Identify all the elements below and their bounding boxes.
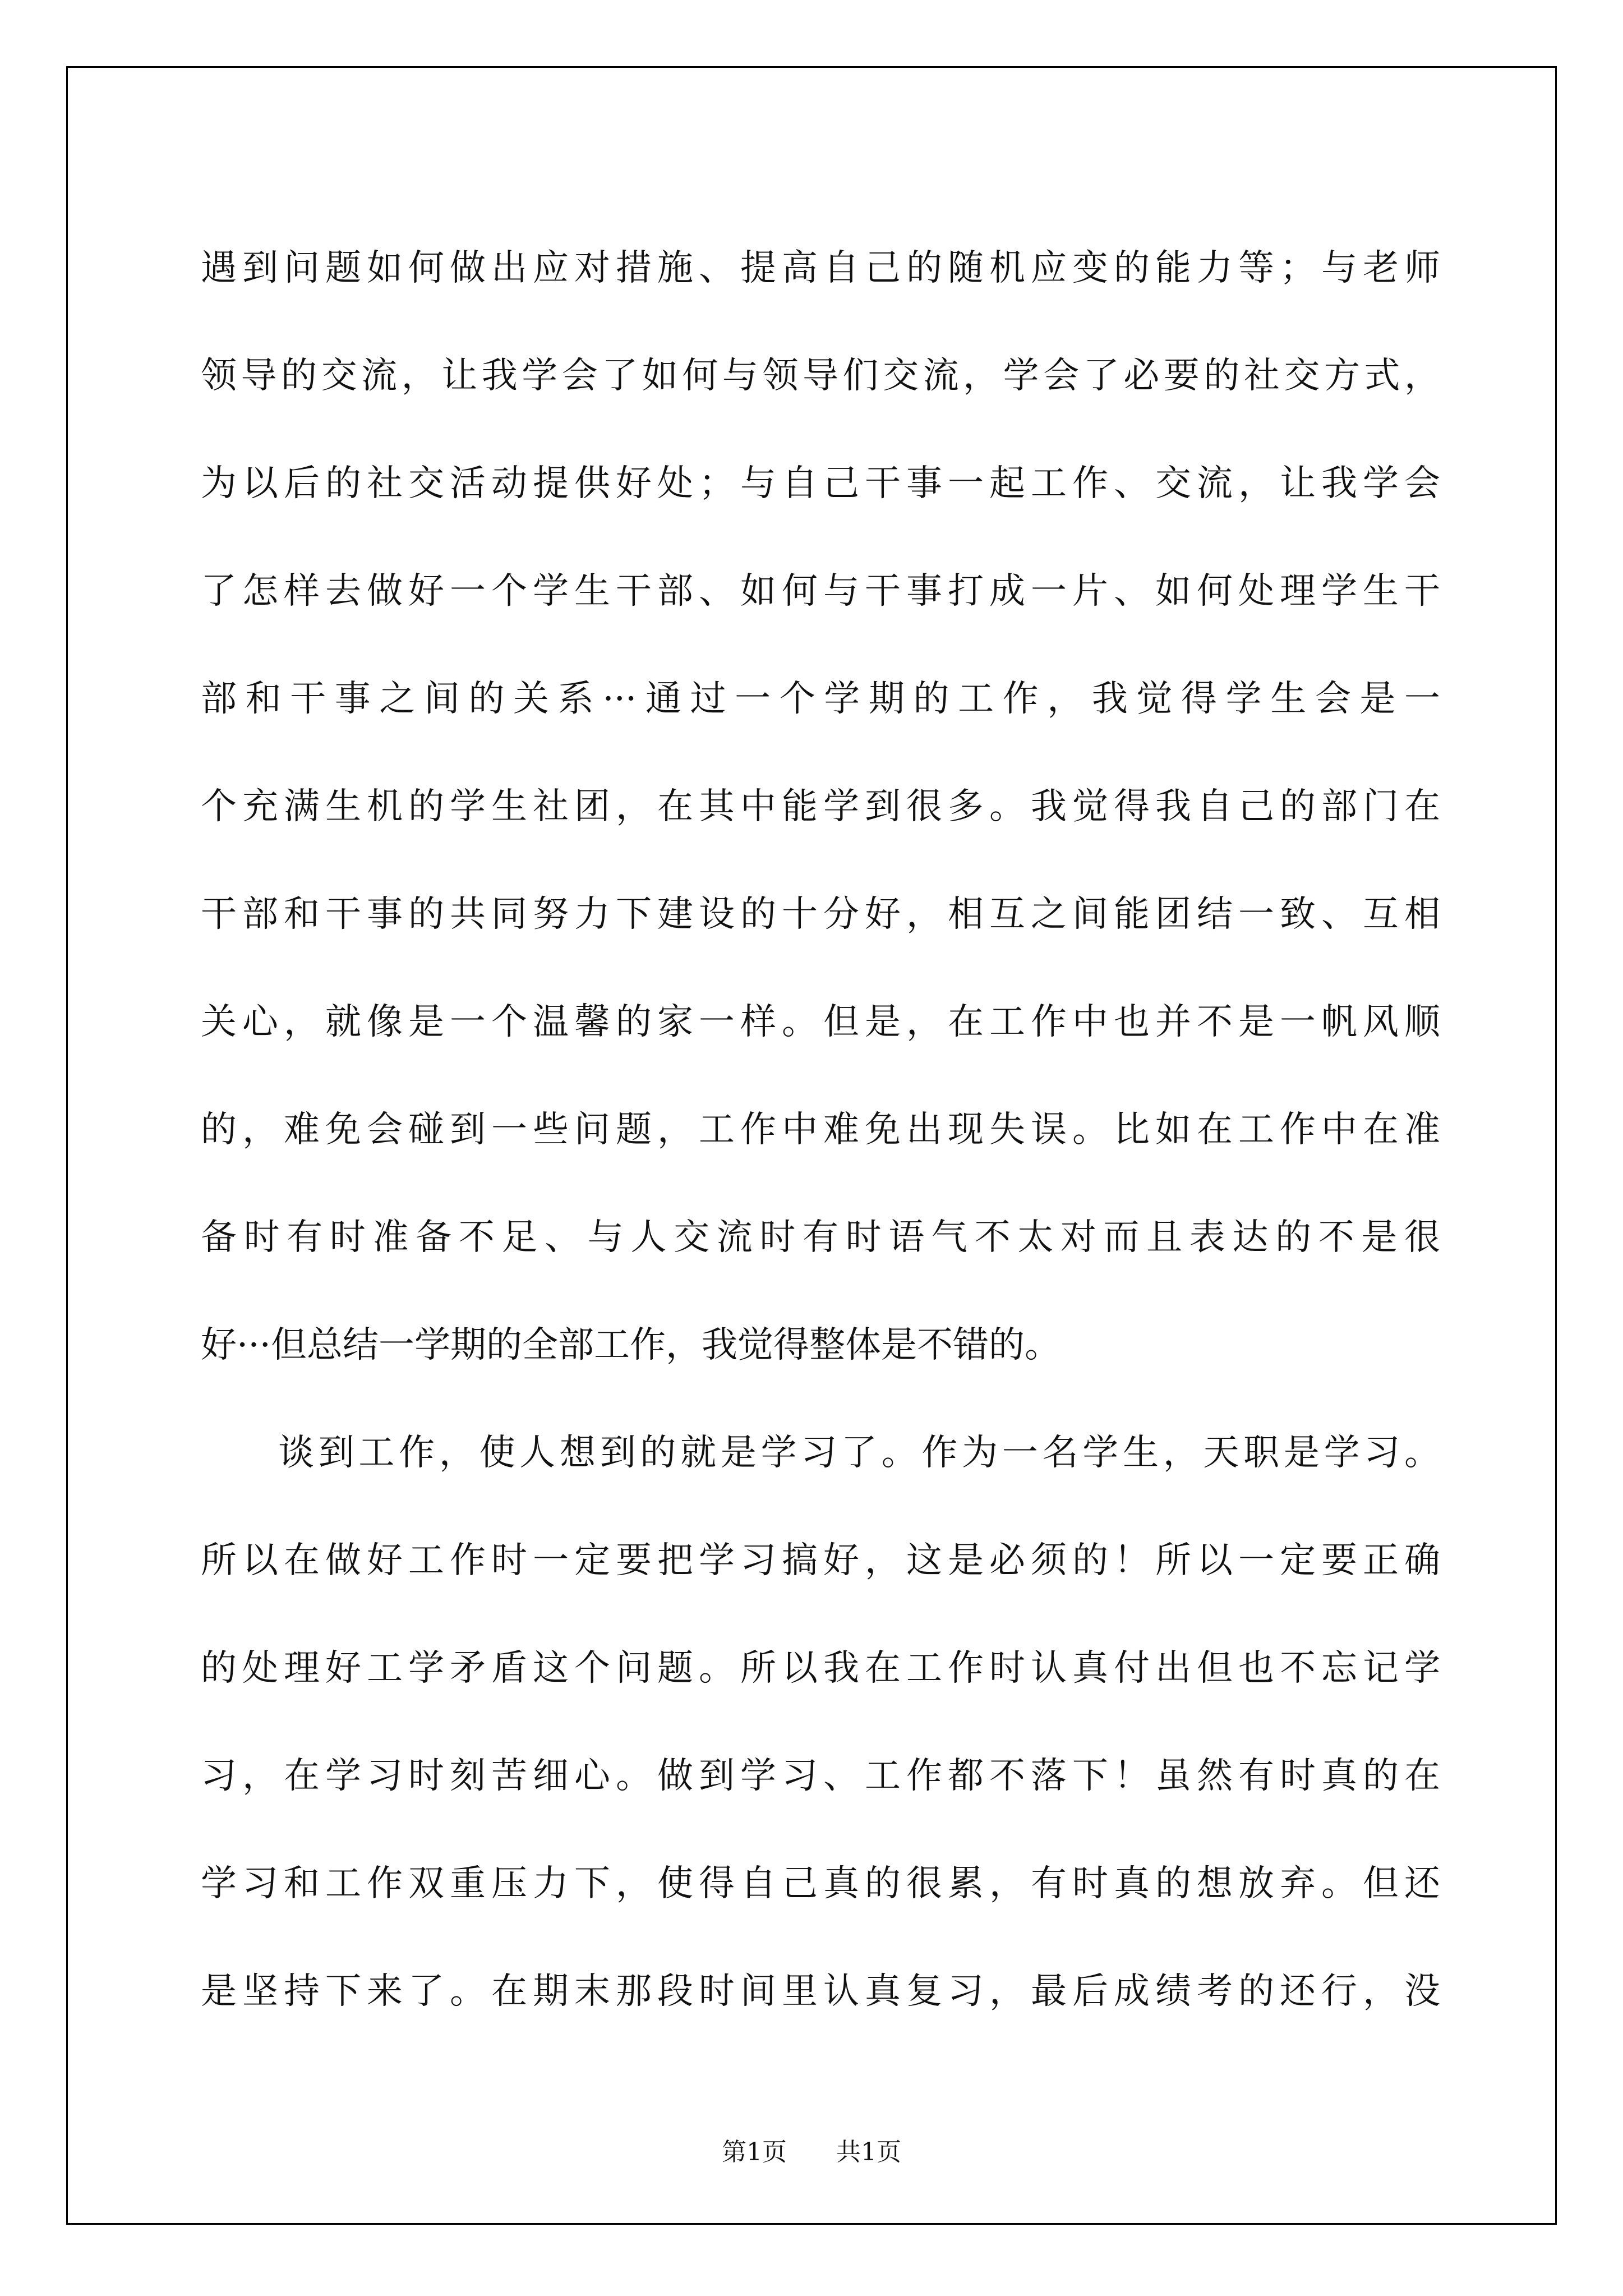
text-line: 学习和工作双重压力下，使得自己真的很累，有时真的想放弃。但还 bbox=[201, 1863, 1440, 1904]
text-line: 的，难免会碰到一些问题，工作中难免出现失误。比如在工作中在准 bbox=[201, 1109, 1440, 1151]
text-line: 的处理好工学矛盾这个问题。所以我在工作时认真付出但也不忘记学 bbox=[201, 1648, 1440, 1689]
text-line: 所以在做好工作时一定要把学习搞好，这是必须的！所以一定要正确 bbox=[201, 1540, 1440, 1581]
text-line: 干部和干事的共同努力下建设的十分好，相互之间能团结一致、互相 bbox=[201, 894, 1440, 935]
text-line: 了怎样去做好一个学生干部、如何与干事打成一片、如何处理学生干 bbox=[201, 570, 1440, 612]
text-line: 部和干事之间的关系···通过一个学期的工作，我觉得学生会是一 bbox=[201, 678, 1440, 720]
text-line: 个充满生机的学生社团，在其中能学到很多。我觉得我自己的部门在 bbox=[201, 786, 1440, 827]
text-line: 领导的交流，让我学会了如何与领导们交流，学会了必要的社交方式， bbox=[201, 355, 1440, 397]
text-line: 好···但总结一学期的全部工作，我觉得整体是不错的。 bbox=[201, 1324, 1061, 1366]
text-line: 备时有时准备不足、与人交流时有时语气不太对而且表达的不是很 bbox=[201, 1217, 1440, 1258]
text-line: 遇到问题如何做出应对措施、提高自己的随机应变的能力等；与老师 bbox=[201, 247, 1440, 289]
text-line: 习，在学习时刻苦细心。做到学习、工作都不落下！虽然有时真的在 bbox=[201, 1755, 1440, 1797]
text-line: 谈到工作，使人想到的就是学习了。作为一名学生，天职是学习。 bbox=[278, 1432, 1440, 1474]
page-footer bbox=[0, 2132, 1623, 2168]
page-total: 共1页 bbox=[836, 2138, 901, 2166]
page-number: 第1页 bbox=[722, 2138, 787, 2166]
text-line: 关心，就像是一个温馨的家一样。但是，在工作中也并不是一帆风顺 bbox=[201, 1001, 1440, 1043]
document-body bbox=[201, 214, 1440, 2045]
text-line: 为以后的社交活动提供好处；与自己干事一起工作、交流，让我学会 bbox=[201, 463, 1440, 504]
text-line: 是坚持下来了。在期末那段时间里认真复习，最后成绩考的还行，没 bbox=[201, 1971, 1440, 2012]
